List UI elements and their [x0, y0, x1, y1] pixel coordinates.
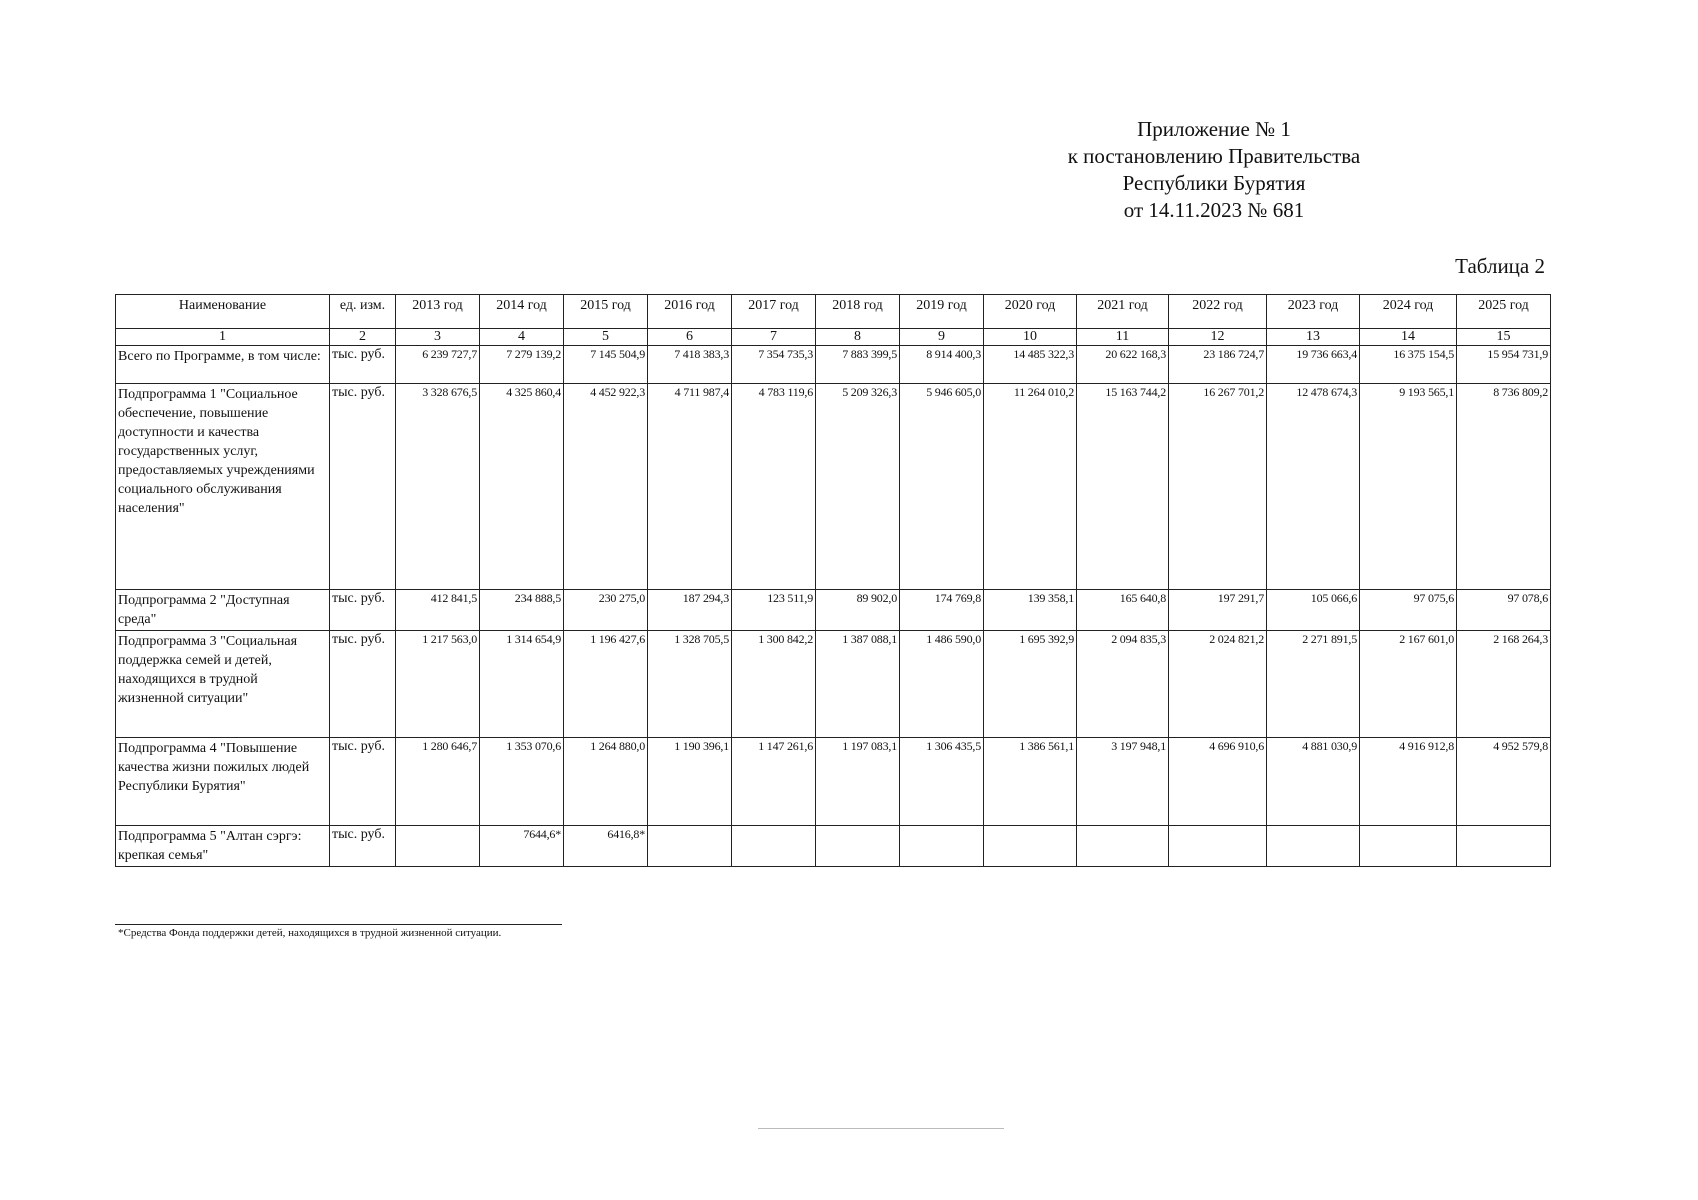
value-cell	[900, 826, 984, 867]
table-row-total	[116, 346, 1551, 384]
value-cell: 7 145 504,9	[564, 346, 648, 384]
value-cell: 1 147 261,6	[732, 738, 816, 826]
header-cell: 2019 год	[900, 295, 984, 329]
value-cell: 4 696 910,6	[1169, 738, 1267, 826]
value-cell	[816, 826, 900, 867]
column-number-row	[116, 329, 1551, 346]
header-cell: 2025 год	[1457, 295, 1551, 329]
header-cell: 2015 год	[564, 295, 648, 329]
value-cell: 5 946 605,0	[900, 384, 984, 590]
value-cell: 4 783 119,6	[732, 384, 816, 590]
value-cell: 2 094 835,3	[1077, 631, 1169, 738]
value-cell: 1 300 842,2	[732, 631, 816, 738]
row-name: Всего по Программе, в том числе:	[116, 346, 330, 384]
value-cell: 105 066,6	[1267, 590, 1360, 631]
value-cell: 2 024 821,2	[1169, 631, 1267, 738]
value-cell: 4 916 912,8	[1360, 738, 1457, 826]
value-cell: 1 190 396,1	[648, 738, 732, 826]
column-number: 1	[116, 329, 330, 346]
column-number: 9	[900, 329, 984, 346]
header-cell: 2020 год	[984, 295, 1077, 329]
row-unit: тыс. руб.	[330, 631, 396, 738]
value-cell	[732, 826, 816, 867]
column-number: 14	[1360, 329, 1457, 346]
value-cell: 4 325 860,4	[480, 384, 564, 590]
value-cell	[1360, 826, 1457, 867]
value-cell: 197 291,7	[1169, 590, 1267, 631]
value-cell: 8 736 809,2	[1457, 384, 1551, 590]
value-cell: 6 239 727,7	[396, 346, 480, 384]
table-row-subprogram-1	[116, 384, 1551, 590]
row-unit: тыс. руб.	[330, 590, 396, 631]
value-cell: 1 486 590,0	[900, 631, 984, 738]
footnote: *Средства Фонда поддержки детей, находящихся в трудной жизненной ситуации.	[118, 927, 502, 939]
column-number: 2	[330, 329, 396, 346]
header-cell: 2024 год	[1360, 295, 1457, 329]
value-cell: 4 881 030,9	[1267, 738, 1360, 826]
header-cell: 2017 год	[732, 295, 816, 329]
header-cell: 2013 год	[396, 295, 480, 329]
appendix-republic: Республики Бурятия	[1122, 171, 1306, 195]
column-number: 12	[1169, 329, 1267, 346]
value-cell: 89 902,0	[816, 590, 900, 631]
value-cell: 7 279 139,2	[480, 346, 564, 384]
row-name: Подпрограмма 5 "Алтан сэргэ: крепкая семья"	[116, 826, 330, 867]
row-name: Подпрограмма 3 "Социальная поддержка семей и детей, находящихся в трудной жизненной ситуации"	[116, 631, 330, 738]
table-row-subprogram-5	[116, 826, 1551, 867]
page-bottom-rule	[758, 1128, 1004, 1129]
row-unit: тыс. руб.	[330, 738, 396, 826]
value-cell: 20 622 168,3	[1077, 346, 1169, 384]
value-cell: 9 193 565,1	[1360, 384, 1457, 590]
value-cell: 2 168 264,3	[1457, 631, 1551, 738]
value-cell: 2 271 891,5	[1267, 631, 1360, 738]
budget-table	[115, 294, 1551, 867]
value-cell	[648, 826, 732, 867]
value-cell: 23 186 724,7	[1169, 346, 1267, 384]
table-header-row	[116, 295, 1551, 329]
header-cell: 2018 год	[816, 295, 900, 329]
value-cell: 15 954 731,9	[1457, 346, 1551, 384]
row-name: Подпрограмма 1 "Социальное обеспечение, повышение доступности и качества государственных услуг, предоставляемых учреждениями социального обслуживания населения"	[116, 384, 330, 590]
value-cell: 7 354 735,3	[732, 346, 816, 384]
header-cell: Наименование	[116, 295, 330, 329]
row-name: Подпрограмма 4 "Повышение качества жизни пожилых людей Республики Бурятия"	[116, 738, 330, 826]
value-cell: 412 841,5	[396, 590, 480, 631]
value-cell: 14 485 322,3	[984, 346, 1077, 384]
header-cell: ед. изм.	[330, 295, 396, 329]
header-cell: 2021 год	[1077, 295, 1169, 329]
value-cell	[1077, 826, 1169, 867]
value-cell: 123 511,9	[732, 590, 816, 631]
appendix-decree-ref: к постановлению Правительства	[1067, 144, 1361, 168]
column-number: 3	[396, 329, 480, 346]
column-number: 10	[984, 329, 1077, 346]
value-cell: 4 952 579,8	[1457, 738, 1551, 826]
table-row-subprogram-2	[116, 590, 1551, 631]
value-cell	[1267, 826, 1360, 867]
value-cell: 1 328 705,5	[648, 631, 732, 738]
value-cell: 8 914 400,3	[900, 346, 984, 384]
value-cell: 3 328 676,5	[396, 384, 480, 590]
value-cell: 97 078,6	[1457, 590, 1551, 631]
table-row-subprogram-4	[116, 738, 1551, 826]
value-cell: 1 217 563,0	[396, 631, 480, 738]
value-cell	[1457, 826, 1551, 867]
value-cell: 139 358,1	[984, 590, 1077, 631]
value-cell: 165 640,8	[1077, 590, 1169, 631]
row-unit: тыс. руб.	[330, 346, 396, 384]
header-cell: 2022 год	[1169, 295, 1267, 329]
header-cell: 2016 год	[648, 295, 732, 329]
appendix-date-number: от 14.11.2023 № 681	[1123, 198, 1305, 222]
value-cell: 19 736 663,4	[1267, 346, 1360, 384]
value-cell: 12 478 674,3	[1267, 384, 1360, 590]
column-number: 11	[1077, 329, 1169, 346]
value-cell: 1 264 880,0	[564, 738, 648, 826]
row-unit: тыс. руб.	[330, 826, 396, 867]
column-number: 4	[480, 329, 564, 346]
value-cell: 1 386 561,1	[984, 738, 1077, 826]
table-row-subprogram-3	[116, 631, 1551, 738]
value-cell: 97 075,6	[1360, 590, 1457, 631]
value-cell	[1169, 826, 1267, 867]
value-cell	[984, 826, 1077, 867]
value-cell: 4 711 987,4	[648, 384, 732, 590]
column-number: 8	[816, 329, 900, 346]
footnote-divider	[115, 924, 562, 925]
value-cell: 16 267 701,2	[1169, 384, 1267, 590]
value-cell: 187 294,3	[648, 590, 732, 631]
value-cell: 15 163 744,2	[1077, 384, 1169, 590]
value-cell: 4 452 922,3	[564, 384, 648, 590]
value-cell: 1 197 083,1	[816, 738, 900, 826]
value-cell: 7644,6*	[480, 826, 564, 867]
value-cell	[396, 826, 480, 867]
value-cell: 16 375 154,5	[1360, 346, 1457, 384]
column-number: 6	[648, 329, 732, 346]
row-name: Подпрограмма 2 "Доступная среда"	[116, 590, 330, 631]
value-cell: 7 883 399,5	[816, 346, 900, 384]
column-number: 5	[564, 329, 648, 346]
value-cell: 1 314 654,9	[480, 631, 564, 738]
value-cell: 1 196 427,6	[564, 631, 648, 738]
column-number: 15	[1457, 329, 1551, 346]
column-number: 7	[732, 329, 816, 346]
value-cell: 174 769,8	[900, 590, 984, 631]
value-cell: 5 209 326,3	[816, 384, 900, 590]
value-cell: 1 695 392,9	[984, 631, 1077, 738]
value-cell: 1 353 070,6	[480, 738, 564, 826]
row-unit: тыс. руб.	[330, 384, 396, 590]
column-number: 13	[1267, 329, 1360, 346]
value-cell: 234 888,5	[480, 590, 564, 631]
table-label: Таблица 2	[1455, 254, 1545, 278]
value-cell: 230 275,0	[564, 590, 648, 631]
value-cell: 6416,8*	[564, 826, 648, 867]
header-cell: 2014 год	[480, 295, 564, 329]
appendix-title: Приложение № 1	[1137, 117, 1291, 141]
value-cell: 2 167 601,0	[1360, 631, 1457, 738]
value-cell: 1 280 646,7	[396, 738, 480, 826]
header-cell: 2023 год	[1267, 295, 1360, 329]
value-cell: 1 306 435,5	[900, 738, 984, 826]
appendix-header	[1034, 116, 1394, 224]
value-cell: 11 264 010,2	[984, 384, 1077, 590]
value-cell: 3 197 948,1	[1077, 738, 1169, 826]
value-cell: 7 418 383,3	[648, 346, 732, 384]
value-cell: 1 387 088,1	[816, 631, 900, 738]
